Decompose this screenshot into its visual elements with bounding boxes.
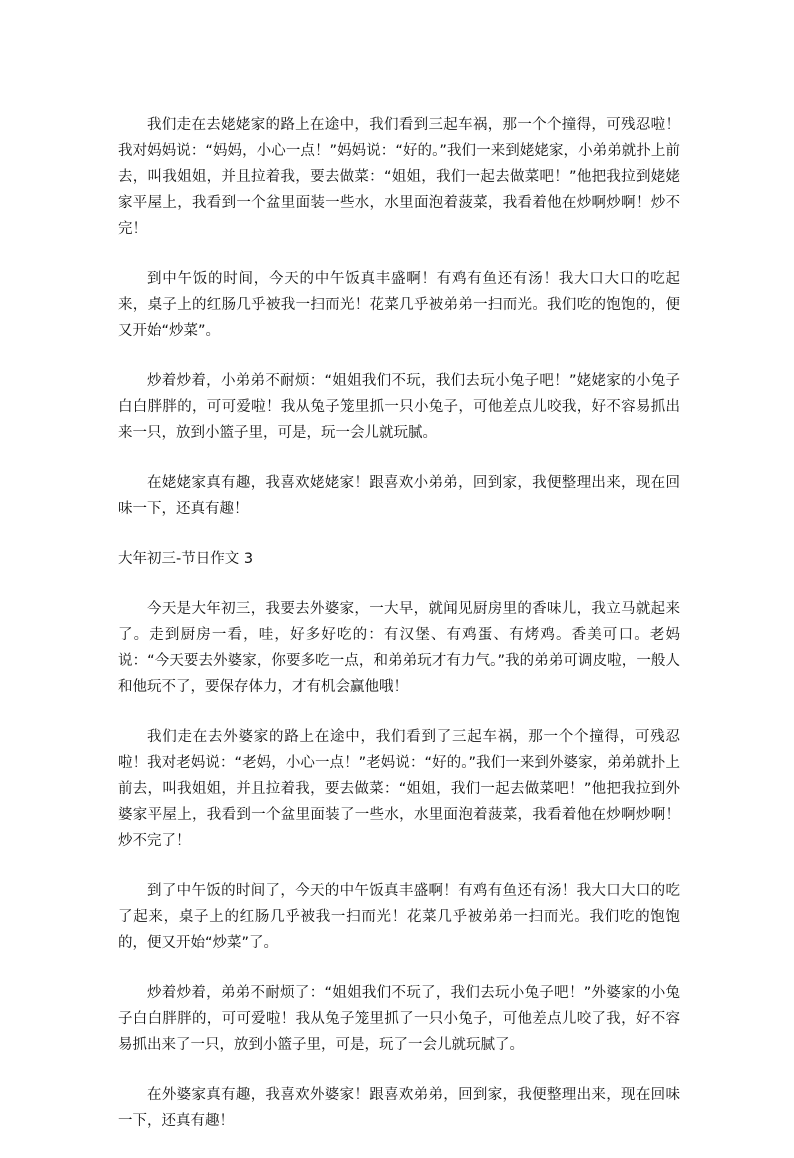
paragraph-grandma-rabbit: 炒着炒着，小弟弟不耐烦：“姐姐我们不玩，我们去玩小兔子吧！”姥姥家的小兔子白白胖胖的，可可爱啦！我从兔子笼里抓一只小兔子，可他差点儿咬我，好不容易抓出来一只，放到小篮子里，可是，玩一会儿就玩腻。 xyxy=(118,373,680,441)
section-heading: 大年初三-节日作文 3 xyxy=(118,551,254,567)
paragraph-waipo-road: 我们走在去外婆家的路上在途中，我们看到了三起车祸，那一个个撞得，可残忍啦！我对老妈说：“老妈，小心一点！”老妈说：“好的。”我们一来到外婆家，弟弟就扑上前去，叫我姐姐，并且拉着我，要去做菜：“姐姐，我们一起去做菜吧！”他把我拉到外婆家平屋上，我看到一个盆里面装了一些水，水里面泡着菠菜，我看着他在炒啊炒啊！炒不完了！ xyxy=(118,729,680,849)
paragraph-morning: 今天是大年初三，我要去外婆家，一大早，就闻见厨房里的香味儿，我立马就起来了。走到厨房一看，哇，好多好吃的：有汉堡、有鸡蛋、有烤鸡。香美可口。老妈说：“今天要去外婆家，你要多吃一点，和弟弟玩才有力气。”我的弟弟可调皮啦，一般人和他玩不了，要保存体力，才有机会赢他哦！ xyxy=(118,601,680,695)
paragraph-waipo-conclusion: 在外婆家真有趣，我喜欢外婆家！跟喜欢弟弟，回到家，我便整理出来，现在回味一下，还真有趣！ xyxy=(118,1087,680,1129)
paragraph-grandma-road: 我们走在去姥姥家的路上在途中，我们看到三起车祸，那一个个撞得，可残忍啦！我对妈妈说：“妈妈，小心一点！”妈妈说：“好的。”我们一来到姥姥家，小弟弟就扑上前去，叫我姐姐，并且拉着我，要去做菜：“姐姐，我们一起去做菜吧！”他把我拉到姥姥家平屋上，我看到一个盆里面装一些水，水里面泡着菠菜，我看着他在炒啊炒啊！炒不完！ xyxy=(118,117,680,237)
paragraph-grandma-lunch: 到中午饭的时间，今天的中午饭真丰盛啊！有鸡有鱼还有汤！我大口大口的吃起来，桌子上的红肠几乎被我一扫而光！花菜几乎被弟弟一扫而光。我们吃的饱饱的，便又开始“炒菜”。 xyxy=(118,271,680,339)
document-page xyxy=(118,112,680,1158)
paragraph-waipo-lunch: 到了中午饭的时间了，今天的中午饭真丰盛啊！有鸡有鱼还有汤！我大口大口的吃了起来，桌子上的红肠几乎被我一扫而光！花菜几乎被弟弟一扫而光。我们吃的饱饱的，便又开始“炒菜”了。 xyxy=(118,883,680,951)
paragraph-grandma-conclusion: 在姥姥家真有趣，我喜欢姥姥家！跟喜欢小弟弟，回到家，我便整理出来，现在回味一下，还真有趣！ xyxy=(118,475,680,517)
paragraph-waipo-rabbit: 炒着炒着，弟弟不耐烦了：“姐姐我们不玩了，我们去玩小兔子吧！”外婆家的小兔子白白胖胖的，可可爱啦！我从兔子笼里抓了一只小兔子，可他差点儿咬了我，好不容易抓出来了一只，放到小篮子里，可是，玩了一会儿就玩腻了。 xyxy=(118,985,680,1053)
